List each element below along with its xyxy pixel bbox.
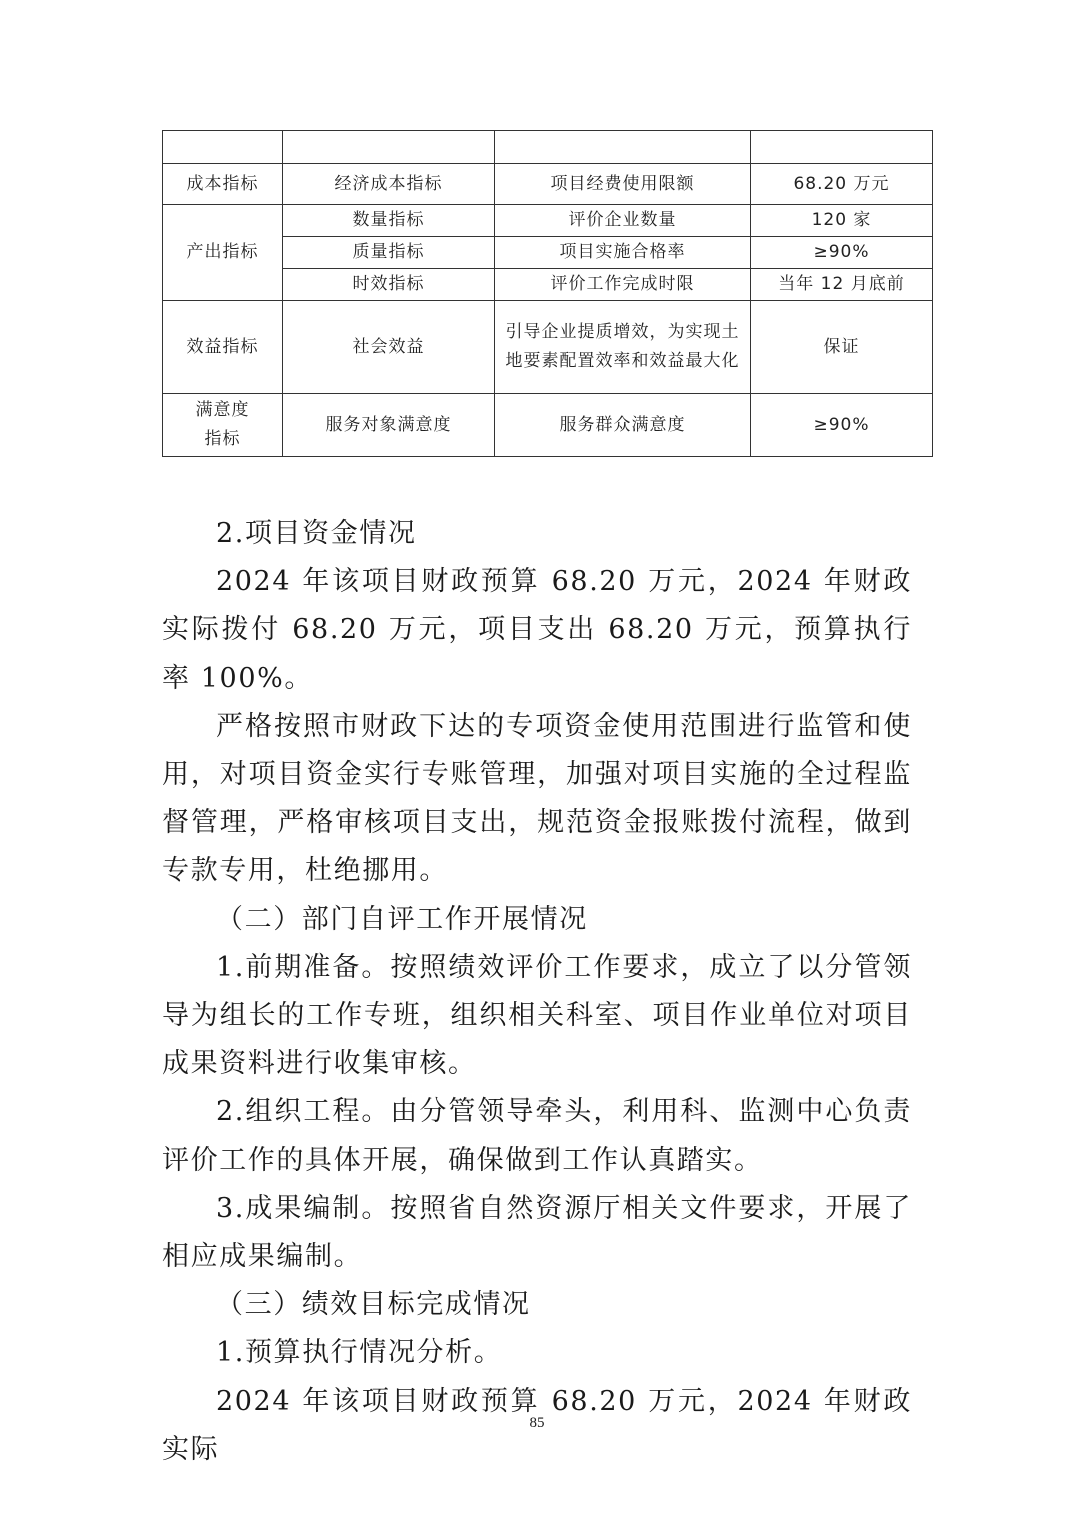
category-line: 满意度	[195, 400, 250, 420]
performance-indicator-table	[162, 130, 933, 457]
table-cell-indicator: 评价企业数量	[495, 205, 751, 237]
section-heading-fund-status: 2.项目资金情况	[216, 518, 417, 549]
paragraph: 3.成果编制。按照省自然资源厅相关文件要求，开展了相应成果编制。	[162, 1192, 912, 1273]
table-cell	[751, 131, 933, 164]
table-cell-indicator: 项目经费使用限额	[495, 164, 751, 205]
section-heading-goal-completion: （三）绩效目标完成情况	[216, 1289, 531, 1321]
table-cell-sub-indicator: 时效指标	[283, 269, 495, 301]
section-heading-self-evaluation: （二）部门自评工作开展情况	[216, 903, 588, 935]
table-row	[163, 164, 933, 205]
table-cell-sub-indicator: 数量指标	[283, 205, 495, 237]
table-cell-value: 当年 12 月底前	[751, 269, 933, 301]
table-cell-value: 保证	[751, 301, 933, 394]
page-number: 85	[529, 1415, 545, 1431]
paragraph: 2024 年该项目财政预算 68.20 万元，2024 年财政实际	[162, 1385, 912, 1465]
table-cell-sub-indicator: 质量指标	[283, 237, 495, 269]
table-row	[163, 394, 933, 457]
paragraph: 1.前期准备。按照绩效评价工作要求，成立了以分管领导为组长的工作专班，组织相关科室、项目作业单位对项目成果资料进行收集审核。	[162, 951, 912, 1080]
table-row	[163, 205, 933, 237]
table-cell-value: 120 家	[751, 205, 933, 237]
table-cell-sub-indicator: 服务对象满意度	[283, 394, 495, 457]
table-cell-indicator: 项目实施合格率	[495, 237, 751, 269]
table-cell-category: 产出指标	[163, 205, 283, 301]
table-cell-category	[163, 394, 283, 457]
paragraph: 2024 年该项目财政预算 68.20 万元，2024 年财政实际拨付 68.20 万元，项目支出 68.20 万元，预算执行率 100%。	[162, 566, 912, 694]
paragraph: 严格按照市财政下达的专项资金使用范围进行监管和使用，对项目资金实行专账管理，加强对项目实施的全过程监督管理，严格审核项目支出，规范资金报账拨付流程，做到专款专用，杜绝挪用。	[162, 710, 912, 887]
table-cell	[283, 131, 495, 164]
paragraph: 1.预算执行情况分析。	[216, 1337, 503, 1369]
paragraph: 2.组织工程。由分管领导牵头，利用科、监测中心负责评价工作的具体开展，确保做到工作认真踏实。	[162, 1096, 912, 1176]
table-cell-value: 68.20 万元	[751, 164, 933, 205]
table-cell-indicator: 引导企业提质增效，为实现土地要素配置效率和效益最大化	[495, 301, 751, 394]
category-line: 指标	[204, 429, 241, 449]
table-cell-value: ≥90%	[751, 237, 933, 269]
table-cell-indicator: 评价工作完成时限	[495, 269, 751, 301]
table-cell	[495, 131, 751, 164]
table-cell-sub-indicator: 社会效益	[283, 301, 495, 394]
table-row	[163, 131, 933, 164]
table-cell-category: 效益指标	[163, 301, 283, 394]
table-row	[163, 301, 933, 394]
table-cell-value: ≥90%	[751, 394, 933, 457]
table-cell-category: 成本指标	[163, 164, 283, 205]
body-text	[162, 510, 912, 1474]
table-cell-sub-indicator: 经济成本指标	[283, 164, 495, 205]
table-cell-indicator: 服务群众满意度	[495, 394, 751, 457]
table-cell	[163, 131, 283, 164]
